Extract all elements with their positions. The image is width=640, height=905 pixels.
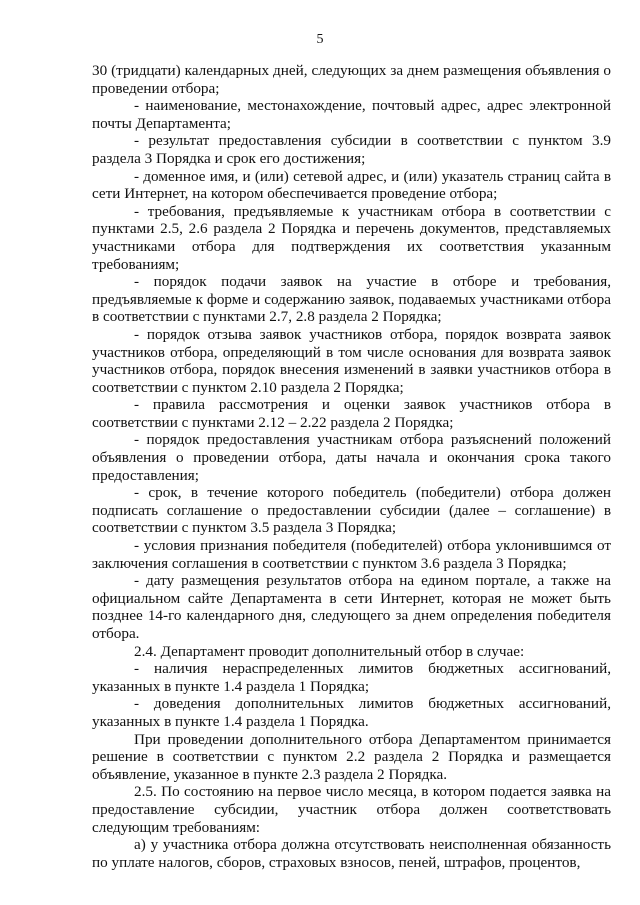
paragraph: При проведении дополнительного отбора Департаментом принимается решение в соответствии с пунктом 2.2 раздела 2 Порядка и размещается объявление, указанное в пункте 2.3 раздела 2 Порядка.: [92, 730, 611, 783]
paragraph: - результат предоставления субсидии в соответствии с пунктом 3.9 раздела 3 Порядка и срок его достижения;: [92, 132, 611, 167]
paragraph: - срок, в течение которого победитель (победители) отбора должен подписать соглашение о предоставлении субсидии (далее – соглашение) в соответствии с пунктом 3.5 раздела 3 Порядка;: [92, 484, 611, 537]
page-number: 5: [316, 32, 324, 47]
paragraph: - требования, предъявляемые к участникам отбора в соответствии с пунктами 2.5, 2.6 раздела 2 Порядка и перечень документов, представляемых участниками отбора для подтверждения их соответствия указанным требованиям;: [92, 202, 611, 273]
paragraph: - порядок подачи заявок на участие в отборе и требования, предъявляемые к форме и содержанию заявок, подаваемых участниками отбора в соответствии с пунктами 2.7, 2.8 раздела 2 Порядка;: [92, 273, 611, 326]
paragraph: - порядок предоставления участникам отбора разъяснений положений объявления о проведении отбора, даты начала и окончания срока такого предоставления;: [92, 431, 611, 484]
paragraph: - дату размещения результатов отбора на едином портале, а также на официальном сайте Департамента в сети Интернет, которая не может быть позднее 14-го календарного дня, следующего за днем определения победителя отбора.: [92, 572, 611, 642]
paragraph: - порядок отзыва заявок участников отбора, порядок возврата заявок участников отбора, определяющий в том числе основания для возврата заявок участников отбора, порядок внесения изменений в заявки участников отбора в соответствии с пунктом 2.10 раздела 2 Порядка;: [92, 325, 611, 396]
paragraph: а) у участника отбора должна отсутствовать неисполненная обязанность по уплате налогов, сборов, страховых взносов, пеней, штрафов, процентов,: [92, 836, 611, 871]
paragraph: 2.4. Департамент проводит дополнительный отбор в случае:: [134, 642, 525, 660]
paragraph: - условия признания победителя (победителей) отбора уклонившимся от заключения соглашения в соответствии с пунктом 3.6 раздела 3 Порядка;: [92, 537, 611, 572]
paragraph: - доведения дополнительных лимитов бюджетных ассигнований, указанных в пункте 1.4 раздела 1 Порядка.: [92, 695, 611, 730]
paragraph: - наличия нераспределенных лимитов бюджетных ассигнований, указанных в пункте 1.4 раздела 1 Порядка;: [92, 660, 611, 695]
paragraph: - правила рассмотрения и оценки заявок участников отбора в соответствии с пунктами 2.12 – 2.22 раздела 2 Порядка;: [92, 396, 611, 431]
paragraph: 2.5. По состоянию на первое число месяца, в котором подается заявка на предоставление субсидии, участник отбора должен соответствовать следующим требованиям:: [92, 783, 611, 836]
paragraph: - доменное имя, и (или) сетевой адрес, и (или) указатель страниц сайта в сети Интернет, на котором обеспечивается проведение отбора;: [92, 167, 611, 203]
paragraph: - наименование, местонахождение, почтовый адрес, адрес электронной почты Департамента;: [92, 97, 611, 132]
paragraph: 30 (тридцати) календарных дней, следующих за днем размещения объявления о проведении отбора;: [92, 62, 611, 97]
document-body: [92, 62, 611, 871]
